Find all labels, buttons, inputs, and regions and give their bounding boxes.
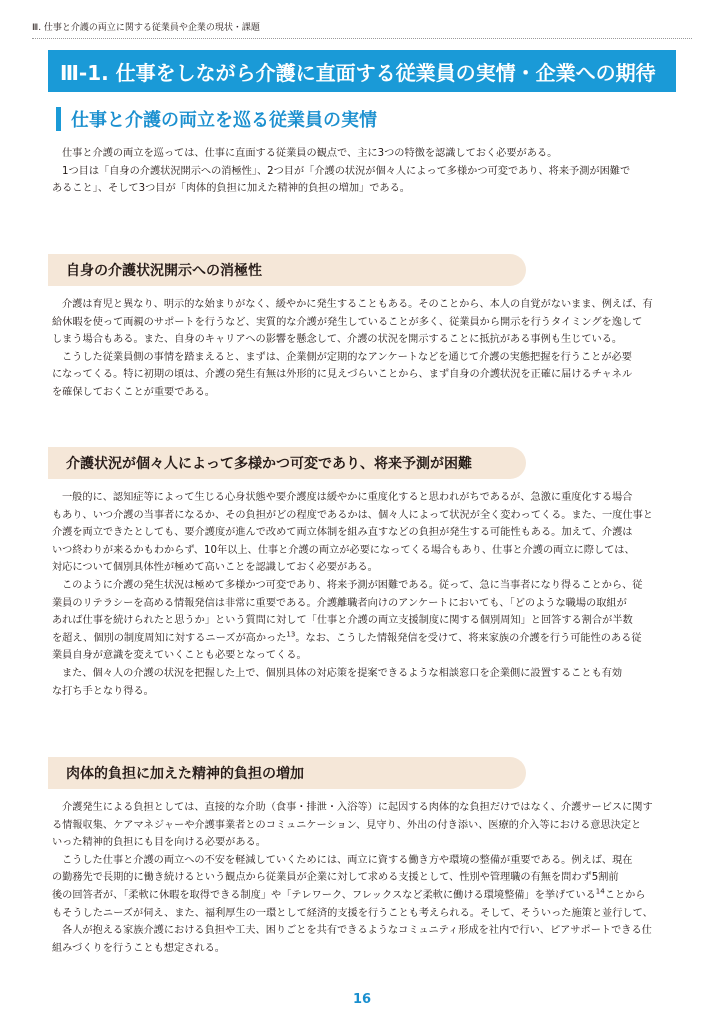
running-head: Ⅲ. 仕事と介護の両立に関する従業員や企業の現状・課題 xyxy=(32,23,260,33)
text-line: 仕事と介護の両立を巡っては、仕事に直面する従業員の観点で、主に3つの特徴を認識しておく必要がある。 xyxy=(62,148,558,159)
text-line: こうした仕事と介護の両立への不安を軽減していくためには、両立に資する働き方や環境の整備が重要である。例えば、現在 xyxy=(62,854,633,866)
text-line: る情報収集、ケアマネジャーや介護事業者とのコミュニケーション、見守り、外出の付き添い、医療的介入等における意思決定と xyxy=(52,819,642,831)
subheading-2-title: 介護状況が個々人によって多様かつ可変であり、将来予測が困難 xyxy=(66,456,472,472)
text-line: あること」、そして3つ目が「肉体的負担に加えた精神的負担の増加」である。 xyxy=(52,183,410,195)
text-fragment: ことから xyxy=(604,889,646,901)
text-line: 介護は育児と異なり、明示的な始まりがなく、緩やかに発生することもある。そのことから、本人の自覚がないまま、例えば、有 xyxy=(62,299,653,310)
text-line: あれば仕事を続けられたと思うか」という質問に対して「仕事と介護の両立支援制度に関する個別周知」と回答する割合が半数 xyxy=(52,615,633,627)
text-line: 介護発生による負担としては、直接的な介助（食事・排泄・入浴等）に起因する肉体的な負担だけではなく、介護サービスに関す xyxy=(62,802,653,813)
text-line: 組みづくりを行うことも想定される。 xyxy=(52,942,225,954)
subheading-1-title: 自身の介護状況開示への消極性 xyxy=(66,263,262,279)
subheading-2 xyxy=(48,447,526,479)
text-line: 1つ目は「自身の介護状況開示への消極性」、2つ目が「介護の状況が個々人によって多様かつ可変であり、将来予測が困難で xyxy=(62,165,631,177)
text-line: いった精神的負担にも目を向ける必要がある。 xyxy=(52,837,266,849)
text-line: また、個々人の介護の状況を把握した上で、個別具体の対応策を提案できるような相談窓口を企業側に設置することも有効 xyxy=(62,667,623,679)
footnote-ref-14: 14 xyxy=(595,887,605,896)
footnote-ref-13: 13 xyxy=(286,630,296,639)
intro-paragraph xyxy=(52,145,684,198)
text-line: しまう場合もある。また、自身のキャリアへの影響を懸念して、介護の状況を開示することに抵抗がある事例も生じている。 xyxy=(52,334,623,346)
text-fragment: 。なお、こうした情報発信を受けて、将来家族の介護を行う可能性のある従 xyxy=(295,632,642,644)
section-title-text: 仕事と介護の両立を巡る従業員の実情 xyxy=(71,110,377,131)
text-line: いつ終わりが来るかもわからず、10年以上、仕事と介護の両立が必要になってくる場合もあり、仕事と介護の両立に際しては、 xyxy=(52,544,635,556)
text-line: 対応について個別具体性が極めて高いことを認識しておく必要がある。 xyxy=(52,562,378,574)
text-line: 各人が抱える家族介護における負担や工夫、困りごとを共有できるようなコミュニティ形成を社内で行い、ピアサポートできる仕 xyxy=(62,925,652,937)
text-line: な打ち手となり得る。 xyxy=(52,685,154,697)
section-title-bar xyxy=(56,107,61,131)
banner-title: Ⅲ-1. 仕事をしながら介護に直面する従業員の実情・企業への期待 xyxy=(60,60,656,85)
sub3-body xyxy=(52,799,684,957)
text-line: こうした従業員側の事情を踏まえると、まずは、企業側が定期的なアンケートなどを通じて介護の実態把握を行うことが必要 xyxy=(62,351,632,363)
chapter-banner xyxy=(48,50,676,92)
text-line xyxy=(52,887,684,905)
text-line: 業員のリテラシーを高める情報発信は非常に重要である。介護離職者向けのアンケートにおいても、「どのような職場の取組が xyxy=(52,597,627,609)
subheading-1 xyxy=(48,254,526,286)
text-line: このように介護の発生状況は極めて多様かつ可変であり、将来予測が困難である。従って、急に当事者になり得ることから、従 xyxy=(62,579,643,591)
section-title xyxy=(56,106,377,132)
sub2-body xyxy=(52,489,684,700)
text-line: を確保しておくことが重要である。 xyxy=(52,386,215,398)
text-line: の勤務先で長期的に働き続けるという観点から従業員が企業に対して求める支援として、性別や管理職の有無を問わず5割前 xyxy=(52,872,619,884)
subheading-3-title: 肉体的負担に加えた精神的負担の増加 xyxy=(66,766,304,782)
text-line: もあり、いつ介護の当事者になるか、その負担がどの程度であるかは、個々人によって状況が全く変わってくる。また、一度仕事と xyxy=(52,509,653,521)
header-rule xyxy=(32,38,692,39)
text-line: 介護を両立できたとしても、要介護度が進んで改めて両立体制を組み直すなどの負担が発生する可能性もある。加えて、介護は xyxy=(52,527,633,539)
page-number: 16 xyxy=(352,992,372,1007)
subheading-3 xyxy=(48,757,526,789)
text-fragment: 後の回答者が、「柔軟に休暇を取得できる制度」や「テレワーク、フレックスなど柔軟に働ける環境整備」を挙げている xyxy=(52,889,596,901)
text-line xyxy=(52,630,684,648)
text-line: 業員自身が意識を変えていくことも必要となってくる。 xyxy=(52,650,307,662)
text-line: もそうしたニーズが伺え、また、福利厚生の一環として経済的支援を行うことも考えられる。そして、そういった施策と並行して、 xyxy=(52,907,653,919)
sub1-body xyxy=(52,296,684,402)
text-line: になってくる。特に初期の頃は、介護の発生有無は外形的に見えづらいことから、まず自身の介護状況を正確に届けるチャネル xyxy=(52,369,633,381)
text-fragment: を超え、個別の制度周知に対するニーズが高かった xyxy=(52,632,287,644)
text-line: 一般的に、認知症等によって生じる心身状態や要介護度は緩やかに重度化すると思われがちであるが、急激に重度化する場合 xyxy=(62,492,633,503)
text-line: 給休暇を使って両親のサポートを行うなど、実質的な介護が発生していることが多く、従業員から開示を行うタイミングを逸して xyxy=(52,316,643,328)
